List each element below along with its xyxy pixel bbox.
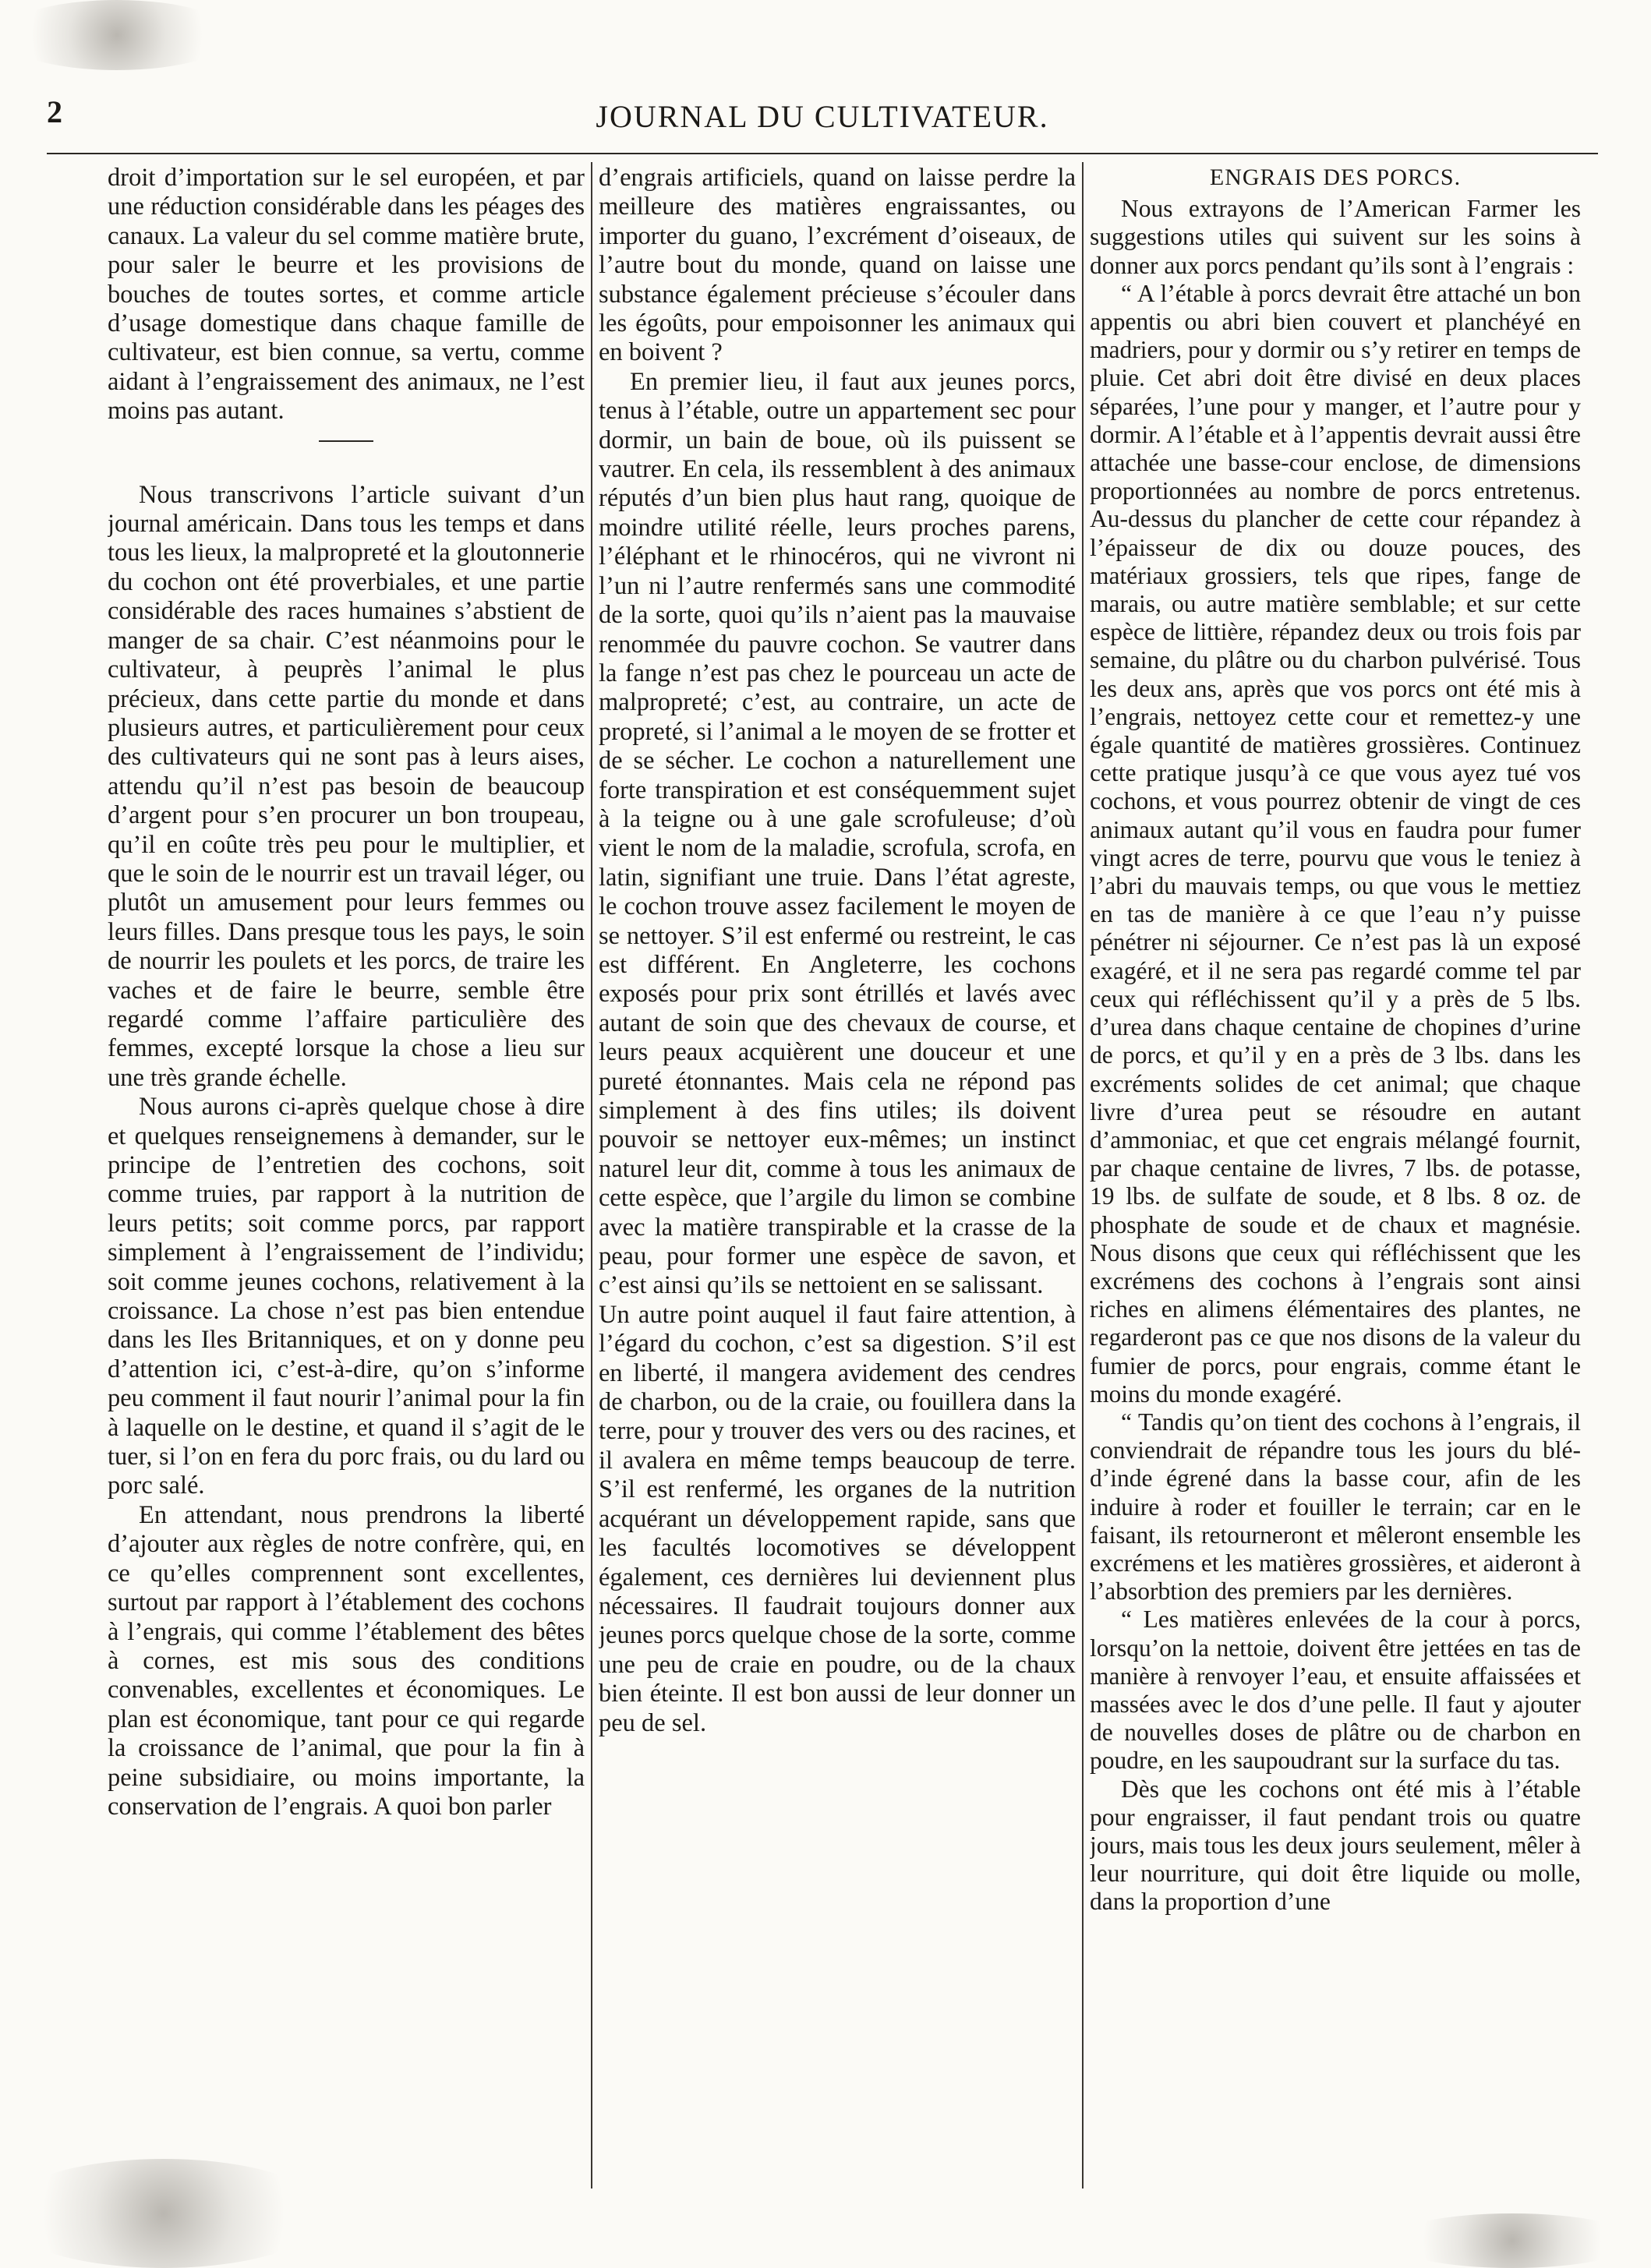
page-number: 2 (47, 94, 62, 129)
text-column-2 (599, 164, 1076, 2190)
paragraph: Un autre point auquel il faut faire attention, à l’égard du cochon, c’est sa digestion. S’il est en liberté, il mangera avidement des cendres de charbon, ou de la craie, ou fouillera dans la terre, pour y trouver des vers ou des racines, et il avalera en même temps beaucoup de terre. S’il est renfermé, les organes de la nutrition acquérant un développement rapide, sans que les facultés locomotives se développent également, ces dernières lui deviennent plus nécessaires. Il faudrait toujours donner aux jeunes porcs quelque chose de la sorte, comme une peu de craie en poudre, ou de la chaux bien éteinte. Il est bon aussi de leur donner un peu de sel. (599, 1300, 1076, 1737)
header-rule (47, 153, 1598, 154)
paragraph: Dès que les cochons ont été mis à l’étable pour engraisser, il faut pendant trois ou quatre jours, mais tous les deux jours seulement, mêler à leur nourriture, qui doit être liquide ou molle, dans la proportion d’une (1090, 1775, 1581, 1916)
paragraph: En premier lieu, il faut aux jeunes porcs, tenus à l’étable, outre un appartement sec pour dormir, un bain de boue, où ils puissent se vautrer. En cela, ils ressemblent à des animaux réputés d’un bien plus haut rang, quoique de moindre utilité réelle, leurs proches parens, l’éléphant et le rhinocéros, qui ne vivront ni l’un ni l’autre renfermés sans une commodité de la sorte, quoi qu’ils n’aient pas la mauvaise renommée du pauvre cochon. Se vautrer dans la fange n’est pas chez le pourceau un acte de malpropreté; c’est, au contraire, un acte de propreté, si l’animal a le moyen de se frotter et de se sécher. Le cochon a naturellement une forte transpiration et est conséquemment sujet à la teigne ou à une gale scrofuleuse; d’où vient le nom de la maladie, scrofula, scrofa, en latin, signifiant une truie. Dans l’état agreste, le cochon trouve assez facilement le moyen de se nettoyer. S’il est enfermé ou restreint, le cas est différent. En Angleterre, les cochons exposés pour prix sont étrillés et lavés avec autant de soin que des chevaux de course, et leurs peaux acquièrent une douceur et une pureté étonnantes. Mais cela ne répond pas simplement à des fins utiles; ils doivent pouvoir se nettoyer eux-mêmes; un instinct naturel leur dit, comme à tous les animaux de cette espèce, que l’argile du limon se combine avec la matière transpirable et la crasse de la peau, pour former une espèce de savon, et c’est ainsi qu’ils se nettoient en se salissant. (599, 367, 1076, 1300)
paragraph: Nous extrayons de l’American Farmer les suggestions utiles qui suivent sur les soins à donner aux porcs pendant qu’ils sont à l’engrais : (1090, 195, 1581, 279)
paragraph: “ Tandis qu’on tient des cochons à l’engrais, il conviendrait de répandre tous les jours du blé-d’inde égrené dans la basse cour, afin de les induire à roder et fouiller le terrain; car en le faisant, ils retourneront et mêleront ensemble les excrémens et les matières grossières, et aideront à l’absorbtion des premiers par les dernières. (1090, 1408, 1581, 1606)
journal-title: JOURNAL DU CULTIVATEUR. (596, 99, 1049, 134)
section-separator (319, 440, 373, 442)
paragraph: Nous aurons ci-après quelque chose à dire et quelques renseignemens à demander, sur le principe de l’entretien des cochons, soit comme truies, par rapport à la nutrition de leurs petits; soit comme porcs, par rapport simplement à l’engraissement de l’individu; soit comme jeunes cochons, relativement à la croissance. La chose n’est pas bien entendue dans les Iles Britanniques, et on y donne peu d’attention ici, c’est-à-dire, qu’on s’informe peu comment il faut nourir l’animal pour la fin à laquelle on le destine, et quand il s’agit de le tuer, si l’on en fera du porc frais, ou du lard ou porc salé. (108, 1093, 585, 1500)
column-divider (1082, 162, 1084, 2189)
paragraph: d’engrais artificiels, quand on laisse perdre la meilleure des matières engraissantes, ou importer du guano, l’excrément d’oiseaux, de l’autre bout du monde, quand on laisse une substance également précieuse s’écouler dans les égoûts, pour empoisonner les animaux qui en boivent ? (599, 164, 1076, 367)
paragraph: Nous transcrivons l’article suivant d’un journal américain. Dans tous les temps et dans tous les lieux, la malpropreté et la gloutonnerie du cochon ont été proverbiales, et une partie considérable des races humaines s’abstient de manger de sa chair. C’est néanmoins pour le cultivateur, à peuprès l’animal le plus précieux, dans cette partie du monde et dans plusieurs autres, et particulièrement pour ceux des cultivateurs qui ne sont pas à leurs aises, attendu qu’il n’est pas besoin de beaucoup d’argent pour s’en procurer un bon troupeau, qu’il en coûte très peu pour le multiplier, et que le soin de le nourrir est un travail léger, ou plutôt un amusement pour leurs femmes ou leurs filles. Dans presque tous les pays, le soin de nourrir les poulets et les porcs, de traire les vaches et de faire le beurre, semble être regardé comme l’affaire particulière des femmes, excepté lorsque la chose a lieu sur une très grande échelle. (108, 480, 585, 1092)
paragraph: droit d’importation sur le sel européen, et par une réduction considérable dans les péages des canaux. La valeur du sel comme matière brute, pour saler le beurre et les provisions de bouches de toutes sortes, et comme article d’usage domestique dans chaque famille de cultivateur, est bien connue, sa vertu, comme aidant à l’engraissement des animaux, ne l’est moins pas autant. (108, 164, 585, 426)
page-header (47, 94, 1598, 140)
column-divider (591, 162, 592, 2189)
section-heading: ENGRAIS DES PORCS. (1209, 164, 1462, 190)
text-column-1 (108, 164, 585, 2190)
text-column-3 (1090, 164, 1581, 2190)
paper-stain-bottom-right (1388, 2213, 1637, 2268)
paragraph: En attendant, nous prendrons la liberté d’ajouter aux règles de notre confrère, qui, en ce qu’elles comprennent sont excellentes, surtout par rapport à l’établement des cochons à l’engrais, qui comme l’établement des bêtes à cornes, est mis sous des conditions convenables, excellentes et économiques. Le plan est économique, tant pour ce qui regarde la croissance de l’animal, que pour la fin à peine subsidiaire, ou moins importante, la conservation de l’engrais. A quoi bon parler (108, 1500, 585, 1821)
paper-stain-top-left (0, 0, 234, 70)
paragraph: “ Les matières enlevées de la cour à porcs, lorsqu’on la nettoie, doivent être jettées en tas de manière à renvoyer l’eau, et ensuite affaissées et massées avec le dos d’une pelle. Il faut y ajouter de nouvelles doses de plâtre ou de charbon en poudre, en les saupoudrant sur la surface du tas. (1090, 1606, 1581, 1775)
paragraph: “ A l’étable à porcs devrait être attaché un bon appentis ou abri bien couvert et planchéyé en madriers, pour y dormir ou s’y retirer en temps de pluie. Cet abri doit être divisé en deux places séparées, l’une pour y manger, et l’autre pour y dormir. A l’étable et à l’appentis devrait aussi être attachée une basse-cour enclose, de dimensions proportionnées au nombre de porcs entretenus. Au-dessus du plancher de cette cour répandez à l’épaisseur de dix ou douze pouces, des matériaux grossiers, tels que ripes, fange de marais, ou autre matière semblable; et sur cette espèce de littière, répandez deux ou trois fois par semaine, du plâtre ou du charbon pulvérisé. Tous les deux ans, après que vos porcs ont été mis à l’engrais, nettoyez cette cour et remettez-y une égale quantité de matières grossières. Continuez cette pratique jusqu’à ce que vous ayez tué vos cochons, et vous pourrez obtenir de vingt de ces animaux autant qu’il vous en faudra pour fumer vingt acres de terre, pourvu que vous le teniez à l’abri du mauvais temps, ou que vous le mettiez en tas de manière à ce que l’eau n’y puisse pénétrer ni séjourner. Ce n’est pas là un exposé exagéré, et il ne sera pas regardé comme tel par ceux qui réfléchissent qu’il y a près de 5 lbs. d’urea dans chaque centaine de chopines d’urine de porcs, et qu’il y en a près de 3 lbs. dans les excréments solides de cet animal; que chaque livre d’urea peut se résoudre en autant d’ammoniac, et que cet engrais mélangé fournit, par chaque centaine de livres, 7 lbs. de potasse, 19 lbs. de sulfate de soude, et 8 lbs. 8 oz. de phosphate de soude et de chaux et magnésie. Nous disons que ceux qui réfléchissent que les excrémens des cochons à l’engrais sont ainsi riches en alimens élémentaires des plantes, ne regarderont pas ce que nos disons de la valeur du fumier de porcs, pour engrais, comme étant le moins du monde exagéré. (1090, 279, 1581, 1408)
